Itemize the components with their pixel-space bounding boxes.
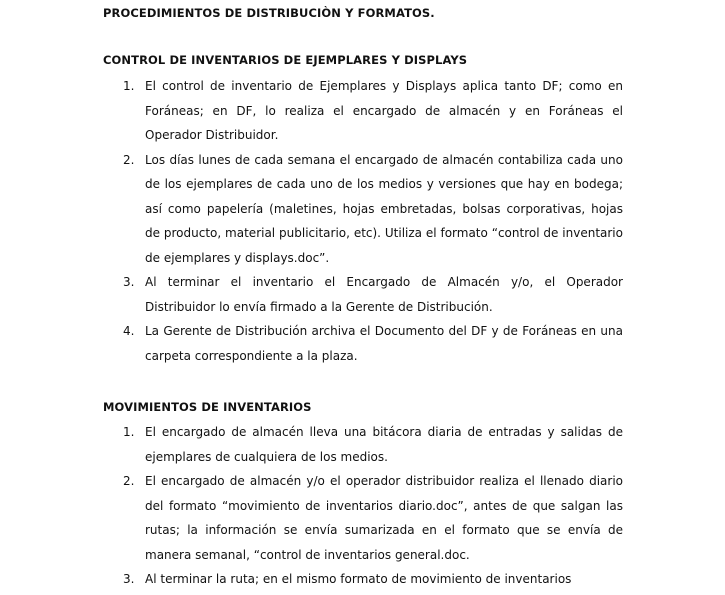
section-heading-movimientos-inventarios: MOVIMIENTOS DE INVENTARIOS [103, 400, 312, 414]
list-item [103, 270, 623, 319]
list-item [103, 319, 623, 368]
list-item-number: 2. [123, 152, 135, 167]
section-heading-control-inventarios: CONTROL DE INVENTARIOS DE EJEMPLARES Y DISPLAYS [103, 53, 468, 67]
list-item-text: Los días lunes de cada semana el encargado de almacén contabiliza cada uno de los ejemplares de cada uno de los medios y versiones que hay en bodega; así como papelería (maletines, hojas embretadas, bolsas corporativas, hojas de producto, material publicitario, etc). Utiliza el formato “control de inventario de ejemplares y displays.doc”. [145, 152, 623, 265]
list-item [103, 74, 623, 148]
list-item-number: 1. [123, 425, 135, 439]
list-item [103, 469, 623, 567]
list-item-number: 1. [123, 79, 135, 93]
list-item-number: 3. [123, 275, 135, 289]
list-item-number: 4. [123, 324, 135, 338]
list-item [103, 567, 623, 592]
list-item-text: La Gerente de Distribución archiva el Documento del DF y de Foráneas en una carpeta correspondiente a la plaza. [145, 324, 623, 363]
list-item-text: Al terminar el inventario el Encargado de Almacén y/o, el Operador Distribuidor lo envía firmado a la Gerente de Distribución. [145, 275, 623, 314]
list-item [103, 420, 623, 469]
movimientos-inventarios-list [103, 420, 623, 592]
list-item [103, 148, 623, 271]
list-item-text: El encargado de almacén y/o el operador distribuidor realiza el llenado diario del formato “movimiento de inventarios diario.doc”, antes de que salgan las rutas; la información se envía sumarizada en el formato que se envía de manera semanal, “control de inventarios general.doc. [145, 474, 623, 562]
control-inventarios-list [103, 74, 623, 368]
list-item-text: El control de inventario de Ejemplares y Displays aplica tanto DF; como en Foráneas; en DF, lo realiza el encargado de almacén y en Foráneas el Operador Distribuidor. [145, 79, 623, 142]
list-item-number: 2. [123, 474, 135, 488]
list-item-text: El encargado de almacén lleva una bitácora diaria de entradas y salidas de ejemplares de cualquiera de los medios. [145, 425, 623, 464]
list-item-text: Al terminar la ruta; en el mismo formato de movimiento de inventarios [145, 572, 572, 586]
list-item-number: 3. [123, 572, 135, 586]
document-title: PROCEDIMIENTOS DE DISTRIBUCIÒN Y FORMATOS. [103, 6, 435, 20]
